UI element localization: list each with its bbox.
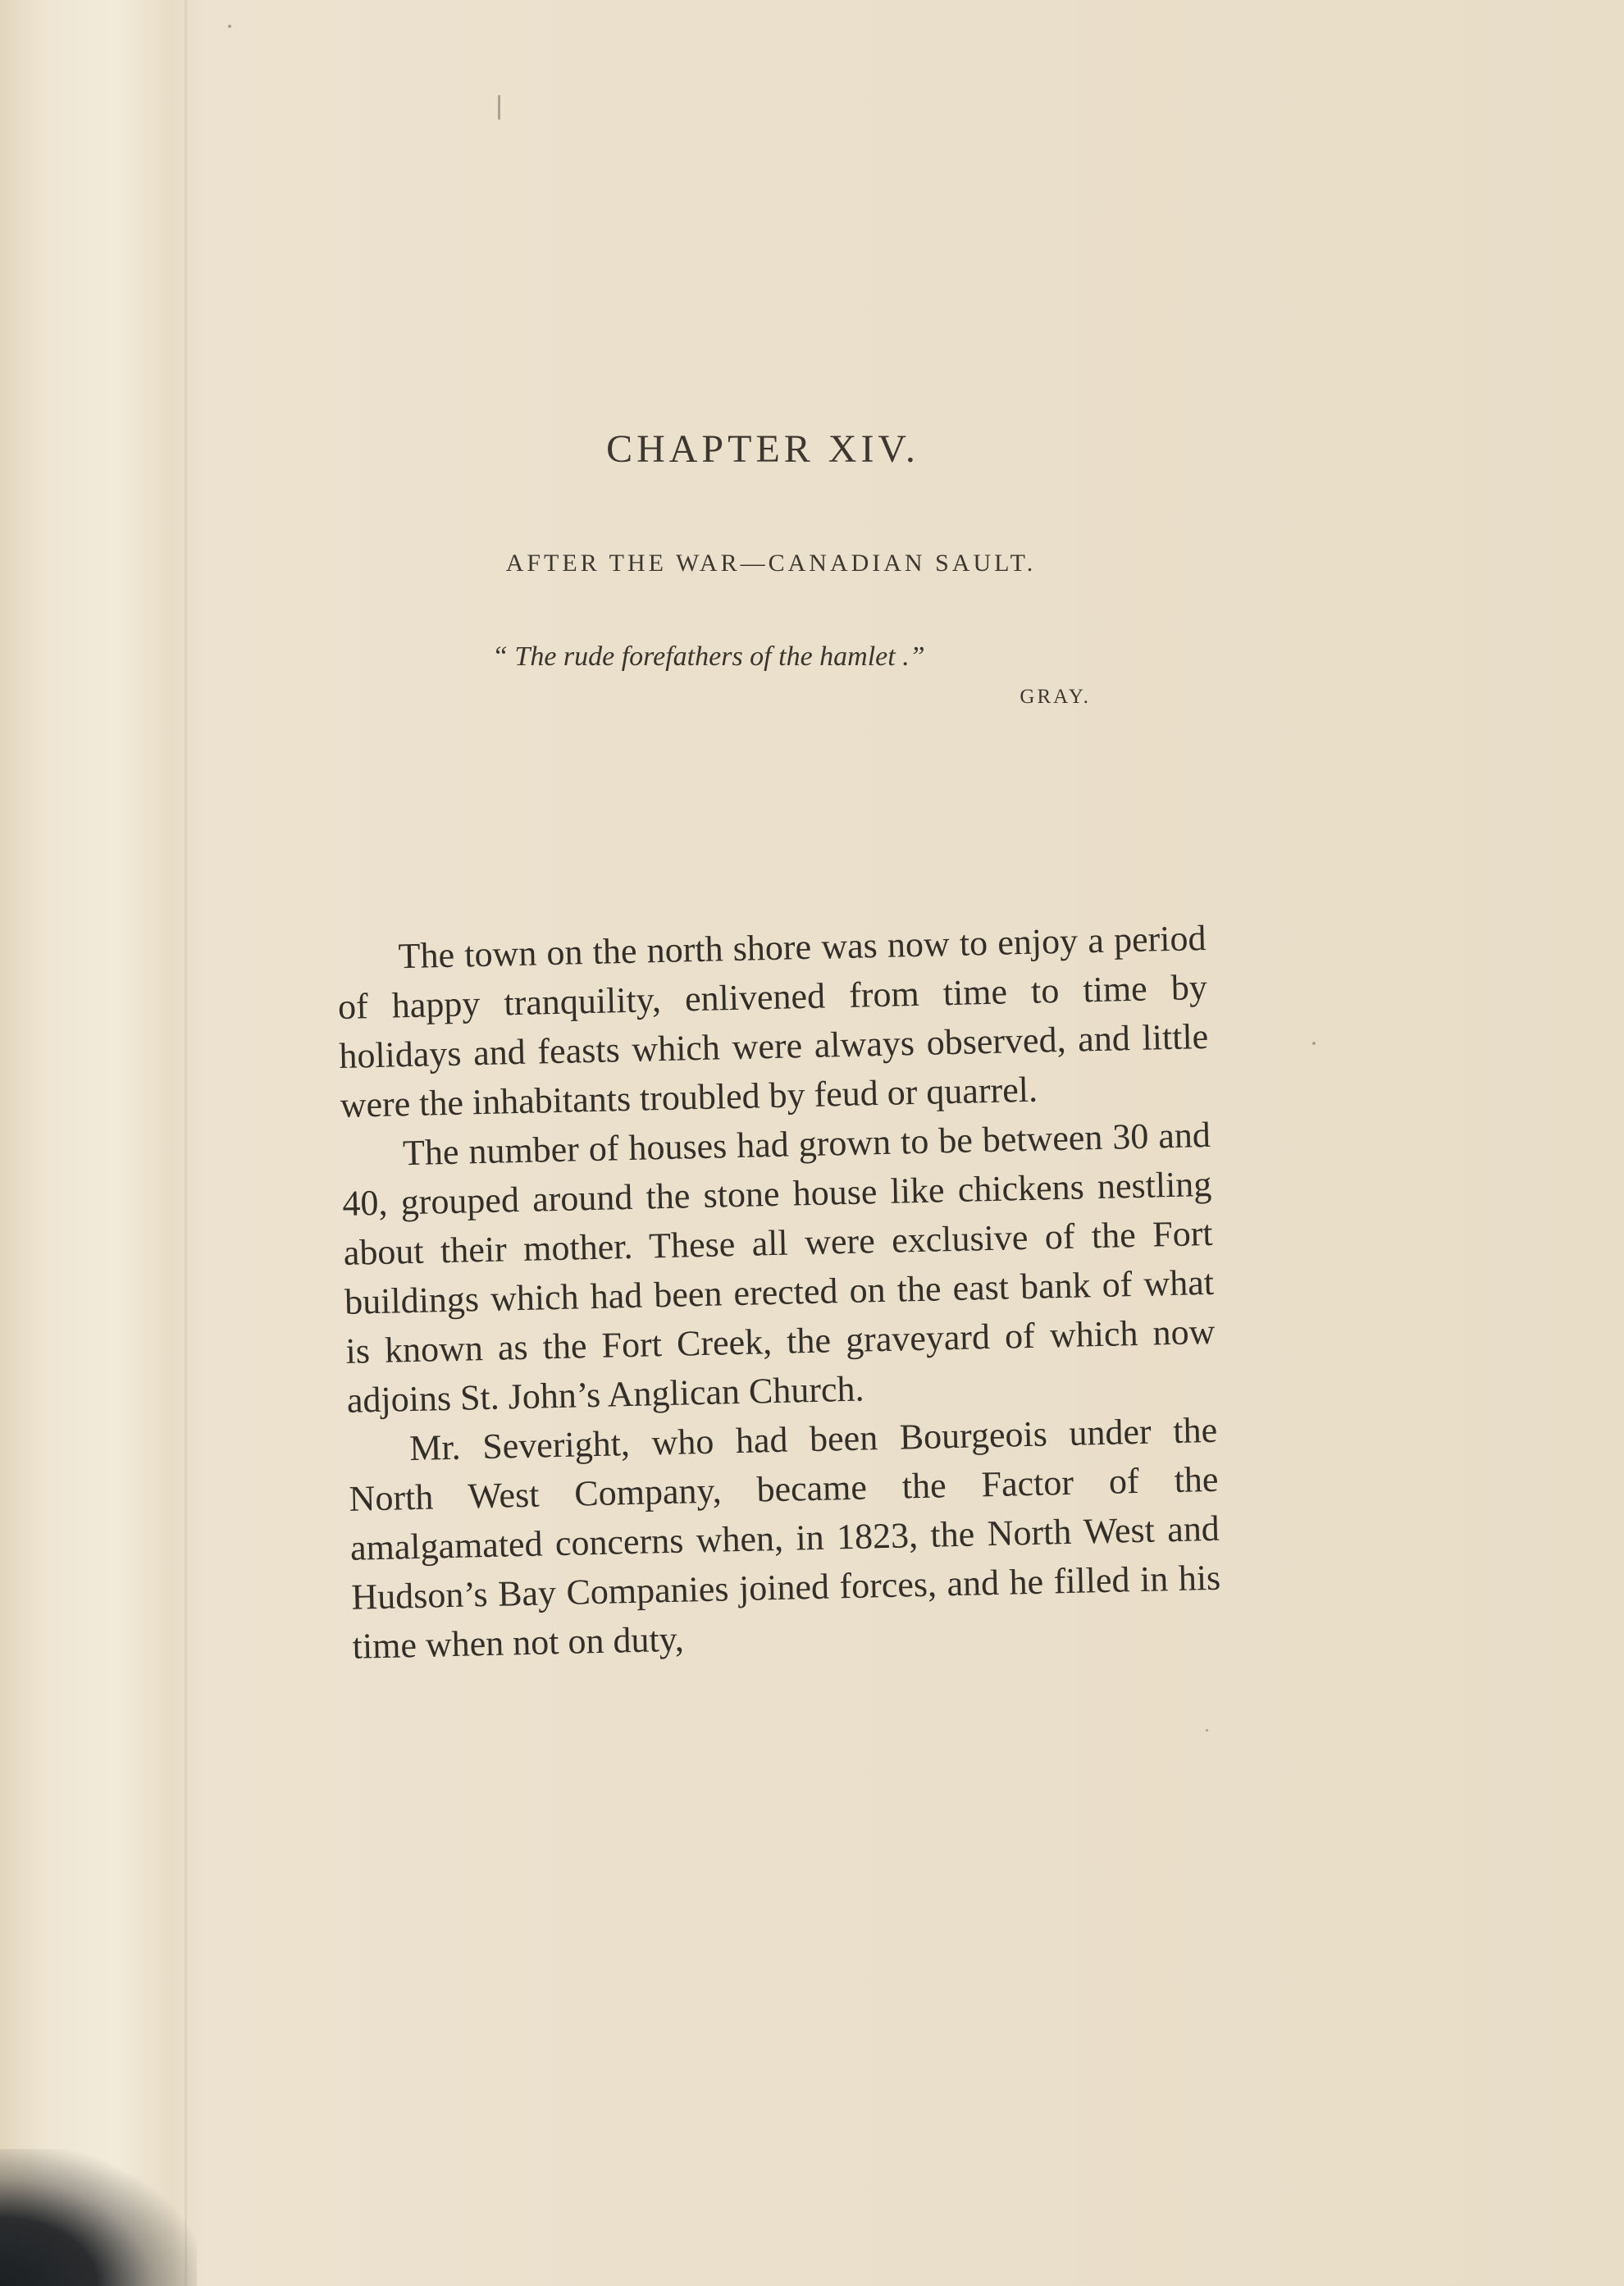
paper-speck [1206, 1729, 1208, 1732]
page-fold [185, 0, 187, 2286]
page-gutter [0, 0, 205, 2286]
paragraph-1: The town on the north shore was now to enjoy a period of happy tranquility, enlivened from time to time by holidays and feasts which were always observed, and little were the inhabitants troubled by feud or quarrel. [337, 917, 1209, 1125]
chapter-subtitle: AFTER THE WAR—CANADIAN SAULT. [505, 550, 1037, 577]
paragraph-2: The number of houses had grown to be between 30 and 40, grouped around the stone house like chickens nestling about their mother. These all were exclusive of the Fort buildings which had been erected on the east bank of what is known as the Fort Creek, the graveyard of which now adjoins St. John’s Anglican Church. [341, 1114, 1216, 1421]
paper-speck [498, 95, 500, 120]
paragraph-3: Mr. Severight, who had been Bourgeois under the North West Company, became the Factor of the amalgamated concerns when, in 1823, the North West and Hudson’s Bay Companies joined forces, and he filled in his time when not on duty, [349, 1409, 1221, 1667]
epigraph-quote: “ The rude forefathers of the hamlet .” [492, 641, 925, 672]
paper-speck [1312, 1042, 1316, 1045]
chapter-title: CHAPTER XIV. [606, 427, 919, 471]
paper-speck [228, 25, 231, 28]
epigraph-attribution: GRAY. [1020, 686, 1091, 708]
binding-shadow [0, 2149, 197, 2286]
chapter-body [336, 914, 1222, 1672]
